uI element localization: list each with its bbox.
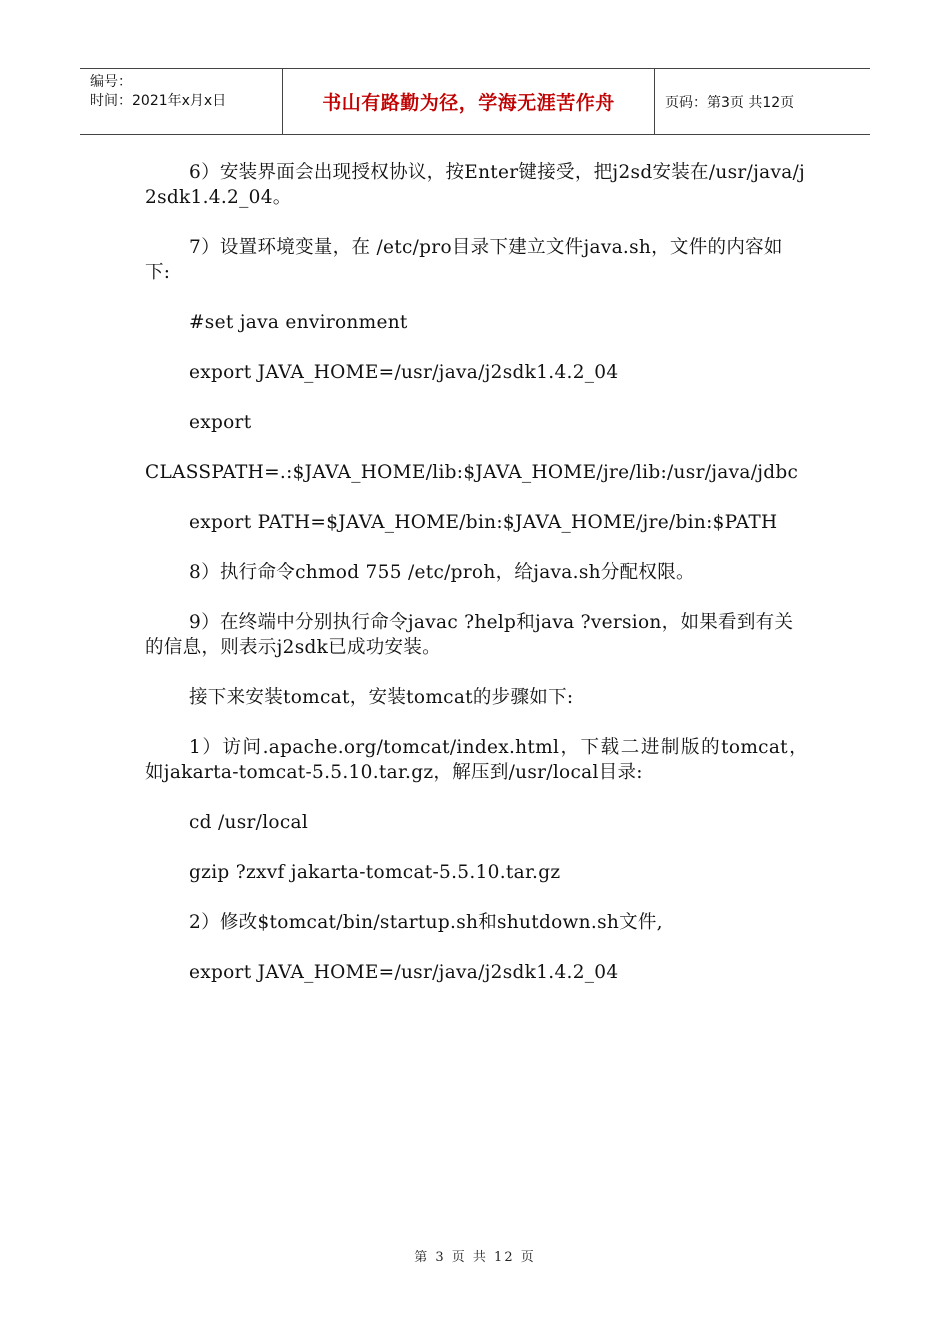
body-paragraph: 1）访问.apache.org/tomcat/index.html，下载二进制版的tomcat，如jakarta-tomcat-5.5.10.tar.gz，解压到/usr/local目录: — [145, 737, 808, 783]
code-line: export JAVA_HOME=/usr/java/j2sdk1.4.2_04 — [189, 362, 619, 383]
body-paragraph: 2）修改$tomcat/bin/startup.sh和shutdown.sh文件, — [189, 912, 663, 933]
header-motto-cell — [282, 69, 655, 134]
body-paragraph: 6）安装界面会出现授权协议，按Enter键接受，把j2sd安装在/usr/java/j2sdk1.4.2_04。 — [145, 162, 806, 208]
header-info-cell — [80, 69, 282, 134]
document-body — [145, 160, 808, 1010]
body-paragraph: 9）在终端中分别执行命令javac ?help和java ?version，如果看到有关的信息，则表示j2sdk已成功安装。 — [145, 612, 794, 658]
code-line: gzip ?zxvf jakarta-tomcat-5.5.10.tar.gz — [189, 862, 561, 883]
body-paragraph: 接下来安装tomcat，安装tomcat的步骤如下: — [189, 687, 574, 708]
header-page-info: 页码：第3页 共12页 — [665, 94, 795, 111]
code-line: export PATH=$JAVA_HOME/bin:$JAVA_HOME/jre/bin:$PATH — [189, 512, 778, 533]
header-page-cell — [655, 69, 870, 134]
code-line: export — [189, 412, 252, 433]
code-line: #set java environment — [189, 312, 408, 333]
page-footer: 第 3 页 共 12 页 — [414, 1250, 536, 1265]
body-paragraph: CLASSPATH=.:$JAVA_HOME/lib:$JAVA_HOME/jre/lib:/usr/java/jdbc — [145, 462, 799, 483]
code-line: cd /usr/local — [189, 812, 309, 833]
body-paragraph: 7）设置环境变量，在 /etc/pro目录下建立文件java.sh，文件的内容如下: — [145, 237, 783, 283]
serial-number-label: 编号： — [90, 74, 132, 90]
date-label: 时间：2021年x月x日 — [90, 93, 227, 109]
code-line: export JAVA_HOME=/usr/java/j2sdk1.4.2_04 — [189, 962, 619, 983]
document-header — [80, 68, 870, 135]
motto-text: 书山有路勤为径，学海无涯苦作舟 — [322, 92, 615, 114]
body-paragraph: 8）执行命令chmod 755 /etc/proh，给java.sh分配权限。 — [189, 562, 695, 583]
